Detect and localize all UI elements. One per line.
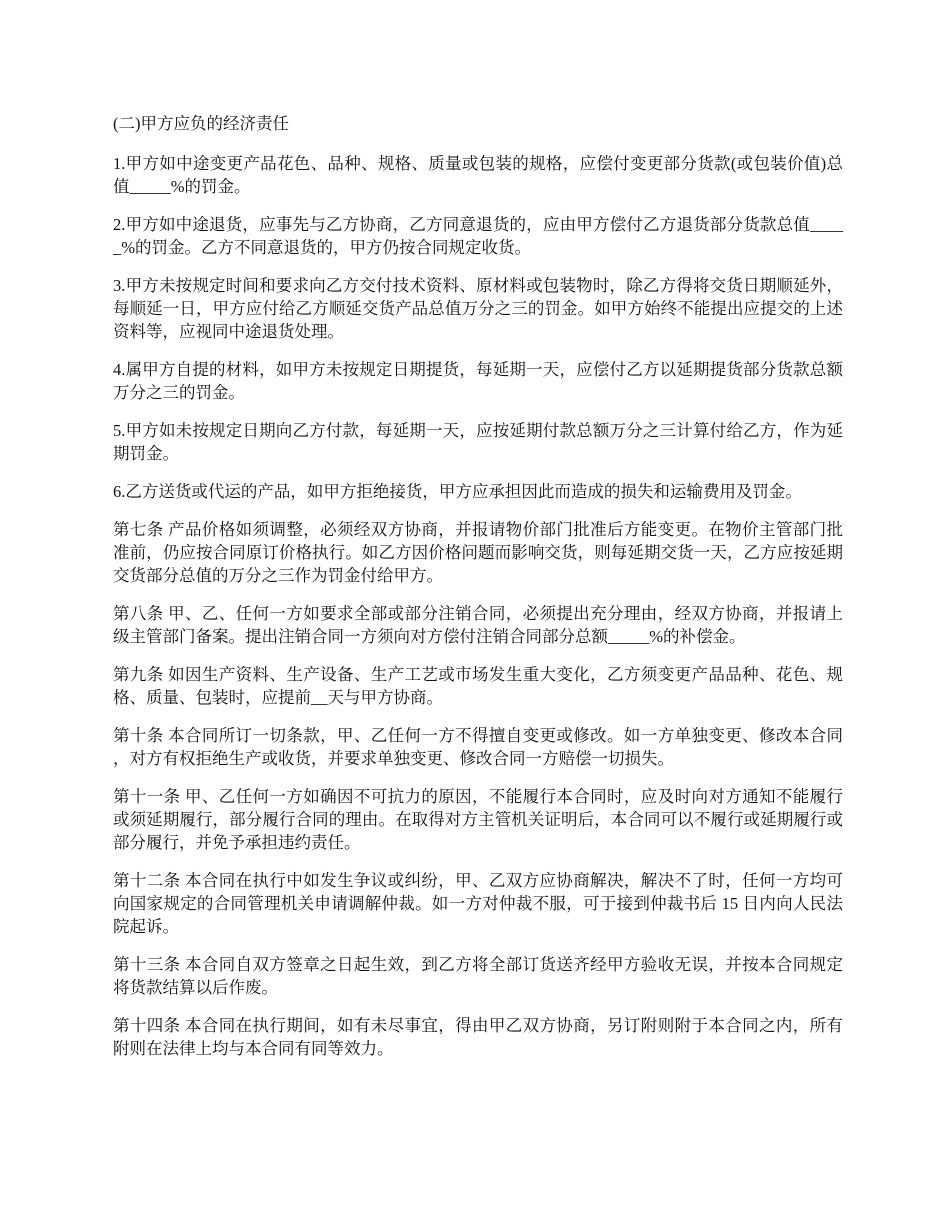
- paragraph-5: 5.甲方如未按规定日期向乙方付款，每延期一天，应按延期付款总额万分之三计算付给乙方，作为延期罚金。: [113, 421, 843, 463]
- article-13: 第十三条 本合同自双方签章之日起生效，到乙方将全部订货送齐经甲方验收无误，并按本合同规定将货款结算以后作废。: [113, 955, 843, 997]
- article-12: 第十二条 本合同在执行中如发生争议或纠纷，甲、乙双方应协商解决，解决不了时，任何一方均可向国家规定的合同管理机关申请调解仲裁。如一方对仲裁不服，可于接到仲裁书后 15 日内向人民法院起诉。: [113, 871, 843, 936]
- paragraph-3: 3.甲方未按规定时间和要求向乙方交付技术资料、原材料或包装物时，除乙方得将交货日期顺延外，每顺延一日，甲方应付给乙方顺延交货产品总值万分之三的罚金。如甲方始终不能提出应提交的上述资料等，应视同中途退货处理。: [113, 276, 843, 341]
- article-8: 第八条 甲、乙、任何一方如要求全部或部分注销合同，必须提出充分理由，经双方协商，并报请上级主管部门备案。提出注销合同一方须向对方偿付注销合同部分总额_____%的补偿金。: [113, 604, 843, 646]
- article-9: 第九条 如因生产资料、生产设备、生产工艺或市场发生重大变化，乙方须变更产品品种、花色、规格、质量、包装时，应提前__天与甲方协商。: [113, 665, 843, 707]
- section-heading: (二)甲方应负的经济责任: [113, 114, 289, 133]
- document-body: [113, 112, 843, 1075]
- article-11: 第十一条 甲、乙任何一方如确因不可抗力的原因，不能履行本合同时，应及时向对方通知不能履行或须延期履行，部分履行合同的理由。在取得对方主管机关证明后，本合同可以不履行或延期履行或部分履行，并免予承担违约责任。: [113, 787, 843, 852]
- article-10: 第十条 本合同所订一切条款，甲、乙任何一方不得擅自变更或修改。如一方单独变更、修改本合同，对方有权拒绝生产或收货，并要求单独变更、修改合同一方赔偿一切损失。: [113, 726, 843, 768]
- article-7: 第七条 产品价格如须调整，必须经双方协商，并报请物价部门批准后方能变更。在物价主管部门批准前，仍应按合同原订价格执行。如乙方因价格问题而影响交货，则每延期交货一天，乙方应按延期交货部分总值的万分之三作为罚金付给甲方。: [113, 520, 843, 585]
- paragraph-1: 1.甲方如中途变更产品花色、品种、规格、质量或包装的规格，应偿付变更部分货款(或包装价值)总值_____%的罚金。: [113, 154, 843, 196]
- article-14: 第十四条 本合同在执行期间，如有未尽事宜，得由甲乙双方协商，另订附则附于本合同之内，所有附则在法律上均与本合同有同等效力。: [113, 1016, 843, 1058]
- paragraph-6: 6.乙方送货或代运的产品，如甲方拒绝接货，甲方应承担因此而造成的损失和运输费用及罚金。: [113, 482, 802, 501]
- paragraph-2: 2.甲方如中途退货，应事先与乙方协商，乙方同意退货的，应由甲方偿付乙方退货部分货款总值_____%的罚金。乙方不同意退货的，甲方仍按合同规定收货。: [113, 215, 843, 257]
- paragraph-4: 4.属甲方自提的材料，如甲方未按规定日期提货，每延期一天，应偿付乙方以延期提货部分货款总额万分之三的罚金。: [113, 360, 843, 402]
